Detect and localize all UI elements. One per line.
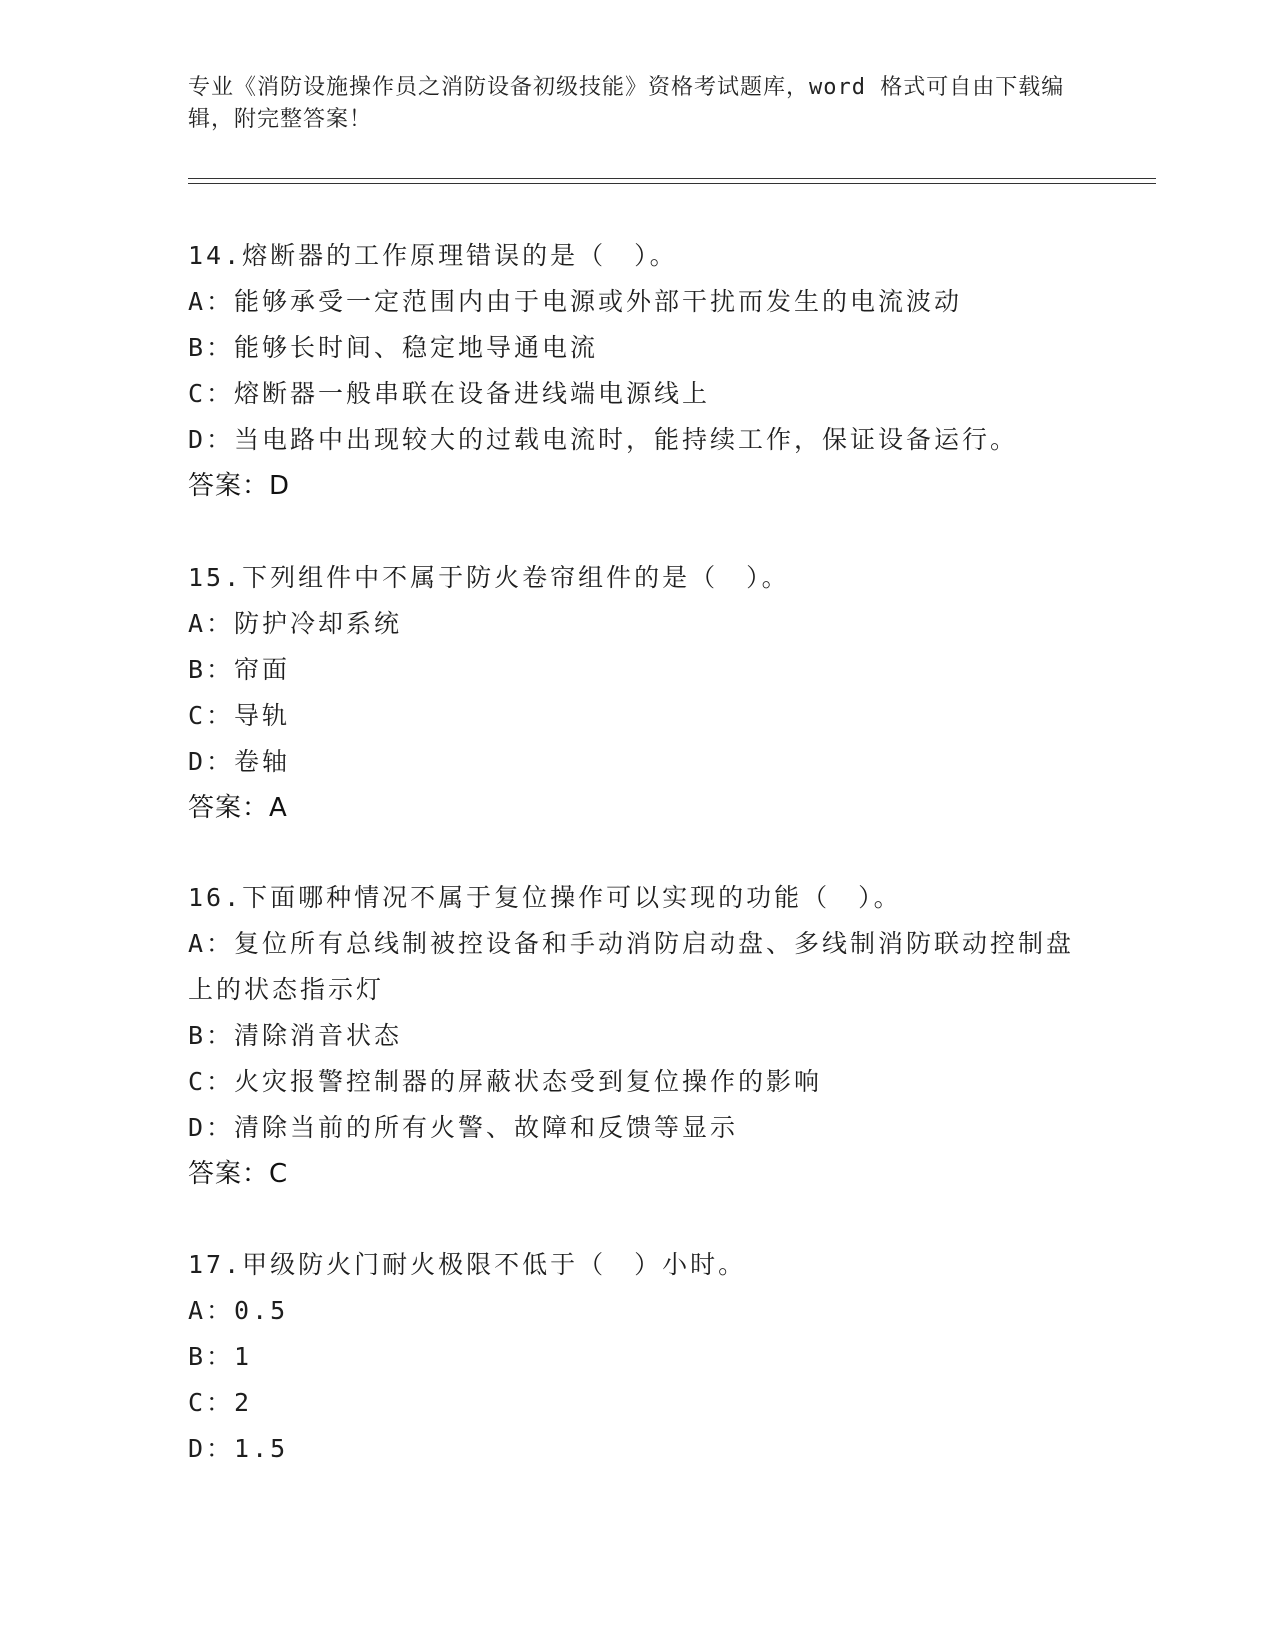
option-c: C：熔断器一般串联在设备进线端电源线上	[188, 379, 711, 408]
answer-line: 答案：A	[188, 793, 288, 823]
document-header: 专业《消防设施操作员之消防设备初级技能》资格考试题库，word 格式可自由下载编辑，附完整答案！	[188, 75, 1065, 132]
question-stem: 15.下列组件中不属于防火卷帘组件的是（ ）。	[188, 563, 790, 592]
option-c: C：导轨	[188, 701, 291, 730]
option-a: A：防护冷却系统	[188, 609, 403, 638]
option-b: B：清除消音状态	[188, 1021, 403, 1050]
option-a: A：0.5	[188, 1296, 289, 1325]
question-14	[188, 233, 1088, 509]
option-a: A：复位所有总线制被控设备和手动消防启动盘、多线制消防联动控制盘上的状态指示灯	[188, 929, 1075, 1004]
option-c: C：2	[188, 1388, 253, 1417]
option-a: A：能够承受一定范围内由于电源或外部干扰而发生的电流波动	[188, 287, 963, 316]
answer-line: 答案：D	[188, 471, 291, 501]
option-d: D：卷轴	[188, 747, 291, 776]
header-divider-bottom	[188, 183, 1156, 184]
question-stem: 16.下面哪种情况不属于复位操作可以实现的功能（ ）。	[188, 883, 902, 912]
question-17	[188, 1242, 1088, 1472]
option-c: C：火灾报警控制器的屏蔽状态受到复位操作的影响	[188, 1067, 823, 1096]
option-b: B：帘面	[188, 655, 291, 684]
question-stem: 17.甲级防火门耐火极限不低于（ ）小时。	[188, 1250, 747, 1279]
option-d: D：当电路中出现较大的过载电流时，能持续工作，保证设备运行。	[188, 425, 1019, 454]
question-stem: 14.熔断器的工作原理错误的是（ ）。	[188, 241, 678, 270]
header-divider-top	[188, 178, 1156, 179]
option-b: B：能够长时间、稳定地导通电流	[188, 333, 599, 362]
question-16	[188, 875, 1088, 1197]
option-d: D：1.5	[188, 1434, 289, 1463]
option-d: D：清除当前的所有火警、故障和反馈等显示	[188, 1113, 739, 1142]
answer-line: 答案：C	[188, 1159, 289, 1189]
option-b: B：1	[188, 1342, 253, 1371]
question-15	[188, 555, 1088, 831]
